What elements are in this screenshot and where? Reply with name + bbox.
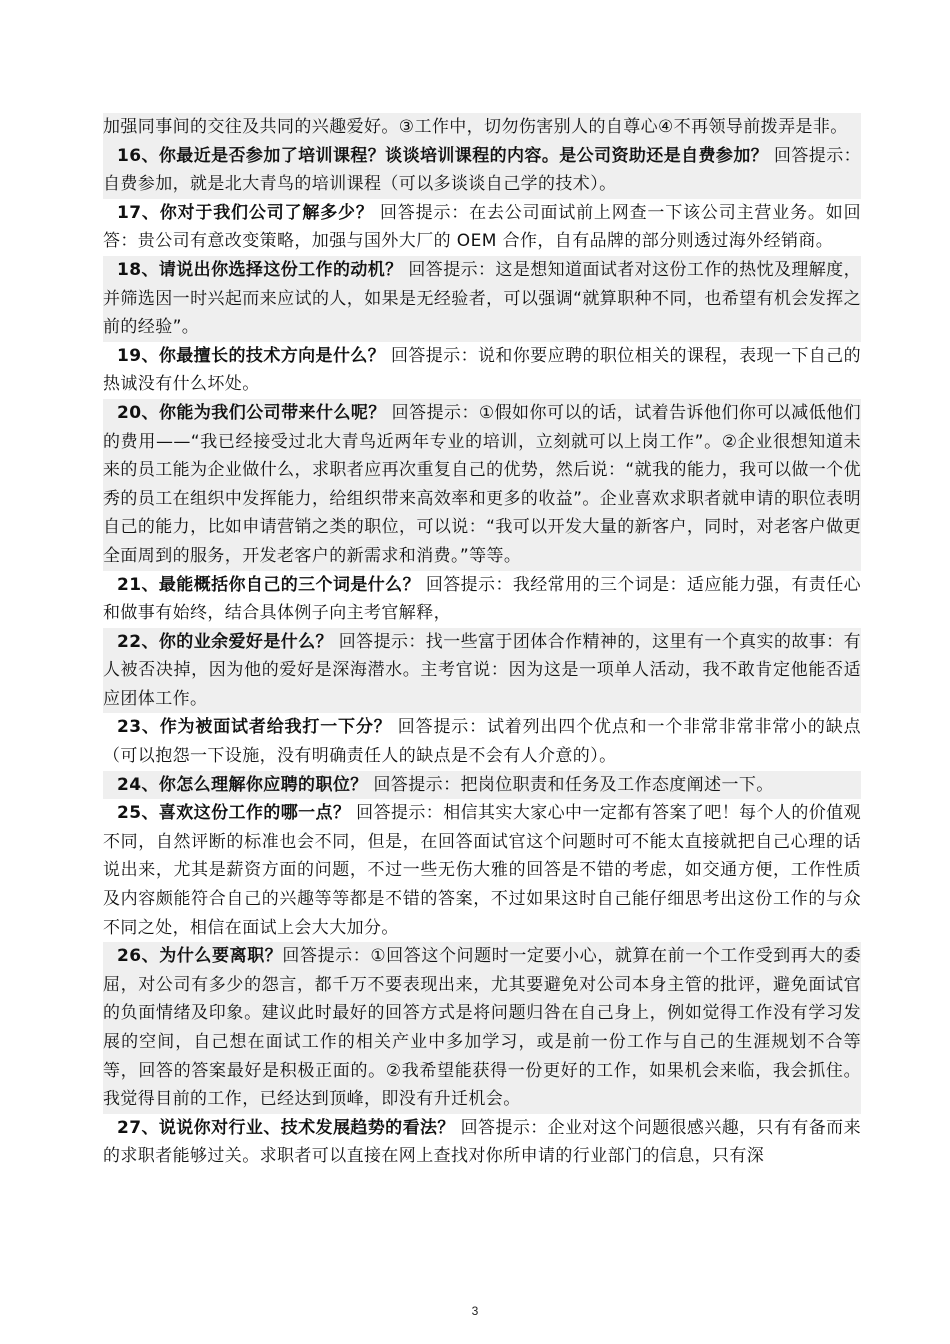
answer-text: 回答提示：①回答这个问题时一定要小心，就算在前一个工作受到再大的委屈，对公司有多少的怨言，都千万不要表现出来，尤其要避免对公司本身主管的批评，避免面试官的负面情绪及印象。建议此时最好的回答方式是将问题归咎在自己身上，例如觉得工作没有学习发展的空间，自己想在面试工作的相关产业中多加学习，或是前一份工作与自己的生涯规划不合等等，回答的答案最好是积极正面的。②我希望能获得一份更好的工作，如果机会来临，我会抓住。我觉得目前的工作，已经达到顶峰，即没有升迁机会。 <box>103 946 861 1110</box>
qa-item-19 <box>103 342 861 399</box>
qa-item-23 <box>103 713 861 770</box>
qa-item-25 <box>103 799 861 942</box>
answer-text: 回答提示：找一些富于团体合作精神的，这里有一个真实的故事：有人被否决掉，因为他的爱好是深海潜水。主考官说：因为这是一项单人活动，我不敢肯定他能否适应团体工作。 <box>103 631 861 709</box>
answer-text: 回答提示：试着列出四个优点和一个非常非常非常小的缺点（可以抱怨一下设施，没有明确责任人的缺点是不会有人介意的）。 <box>103 717 861 767</box>
answer-text: 回答提示：在去公司面试前上网查一下该公司主营业务。如回答：贵公司有意改变策略，加强与国外大厂的 OEM 合作，自有品牌的部分则透过海外经销商。 <box>103 202 861 252</box>
answer-text: 回答提示：说和你要应聘的职位相关的课程，表现一下自己的热诚没有什么坏处。 <box>103 345 861 395</box>
qa-item-27 <box>103 1114 861 1171</box>
question-text: 18、请说出你选择这份工作的动机？ <box>117 259 403 280</box>
qa-item-26 <box>103 942 861 1114</box>
question-text: 25、喜欢这份工作的哪一点？ <box>117 803 351 824</box>
question-text: 22、你的业余爱好是什么？ <box>117 631 333 652</box>
qa-item-16 <box>103 142 861 199</box>
document-body <box>103 113 861 1171</box>
question-text: 21、最能概括你自己的三个词是什么？ <box>117 574 420 595</box>
answer-text: 回答提示：这是想知道面试者对这份工作的热忱及理解度，并筛选因一时兴起而来应试的人，如果是无经验者，可以强调“就算职种不同，也希望有机会发挥之前的经验”。 <box>103 259 861 338</box>
answer-text: 回答提示：我经常用的三个词是：适应能力强，有责任心和做事有始终，结合具体例子向主考官解释， <box>103 574 861 624</box>
qa-item-17 <box>103 199 861 256</box>
answer-text: 回答提示：把岗位职责和任务及工作态度阐述一下。 <box>373 774 774 795</box>
answer-text: 回答提示：自费参加，就是北大青鸟的培训课程（可以多谈谈自己学的技术）。 <box>103 145 861 195</box>
question-text: 19、你最擅长的技术方向是什么？ <box>117 345 386 366</box>
answer-text: 回答提示：①假如你可以的话，试着告诉他们你可以减低他们的费用——“我已经接受过北大青鸟近两年专业的培训，立刻就可以上岗工作”。②企业很想知道未来的员工能为企业做什么，求职者应再次重复自己的优势，然后说：“就我的能力，我可以做一个优秀的员工在组织中发挥能力，给组织带来高效率和更多的收益”。企业喜欢求职者就申请的职位表明自己的能力，比如申请营销之类的职位，可以说：“我可以开发大量的新客户，同时，对老客户做更全面周到的服务，开发老客户的新需求和消费。”等等。 <box>103 402 861 566</box>
question-text: 24、你怎么理解你应聘的职位？ <box>117 774 368 795</box>
intro-paragraph: 加强同事间的交往及共同的兴趣爱好。③工作中，切勿伤害别人的自尊心④不再领导前拨弄是非。 <box>103 113 861 142</box>
question-text: 23、作为被面试者给我打一下分？ <box>117 717 392 738</box>
qa-item-20 <box>103 399 861 571</box>
answer-text: 回答提示：相信其实大家心中一定都有答案了吧！每个人的价值观不同，自然评断的标准也会不同，但是，在回答面试官这个问题时可不能太直接就把自己心理的话说出来，尤其是薪资方面的问题，不过一些无伤大雅的回答是不错的考虑，如交通方便，工作性质及内容颇能符合自己的兴趣等等都是不错的答案，不过如果这时自己能仔细思考出这份工作的与众不同之处，相信在面试上会大大加分。 <box>103 803 861 938</box>
qa-item-22 <box>103 628 861 714</box>
question-text: 17、你对于我们公司了解多少？ <box>117 202 374 223</box>
qa-item-21 <box>103 571 861 628</box>
qa-item-24 <box>103 771 861 800</box>
question-text: 27、说说你对行业、技术发展趋势的看法？ <box>117 1117 455 1138</box>
qa-item-18 <box>103 256 861 342</box>
page-number: 3 <box>471 1304 479 1318</box>
question-text: 20、你能为我们公司带来什么呢？ <box>117 402 386 423</box>
question-text: 26、为什么要离职？ <box>117 946 283 967</box>
answer-text: 回答提示：企业对这个问题很感兴趣，只有有备而来的求职者能够过关。求职者可以直接在网上查找对你所申请的行业部门的信息，只有深 <box>103 1117 861 1167</box>
question-text: 16、你最近是否参加了培训课程？谈谈培训课程的内容。是公司资助还是自费参加？ <box>117 145 769 166</box>
